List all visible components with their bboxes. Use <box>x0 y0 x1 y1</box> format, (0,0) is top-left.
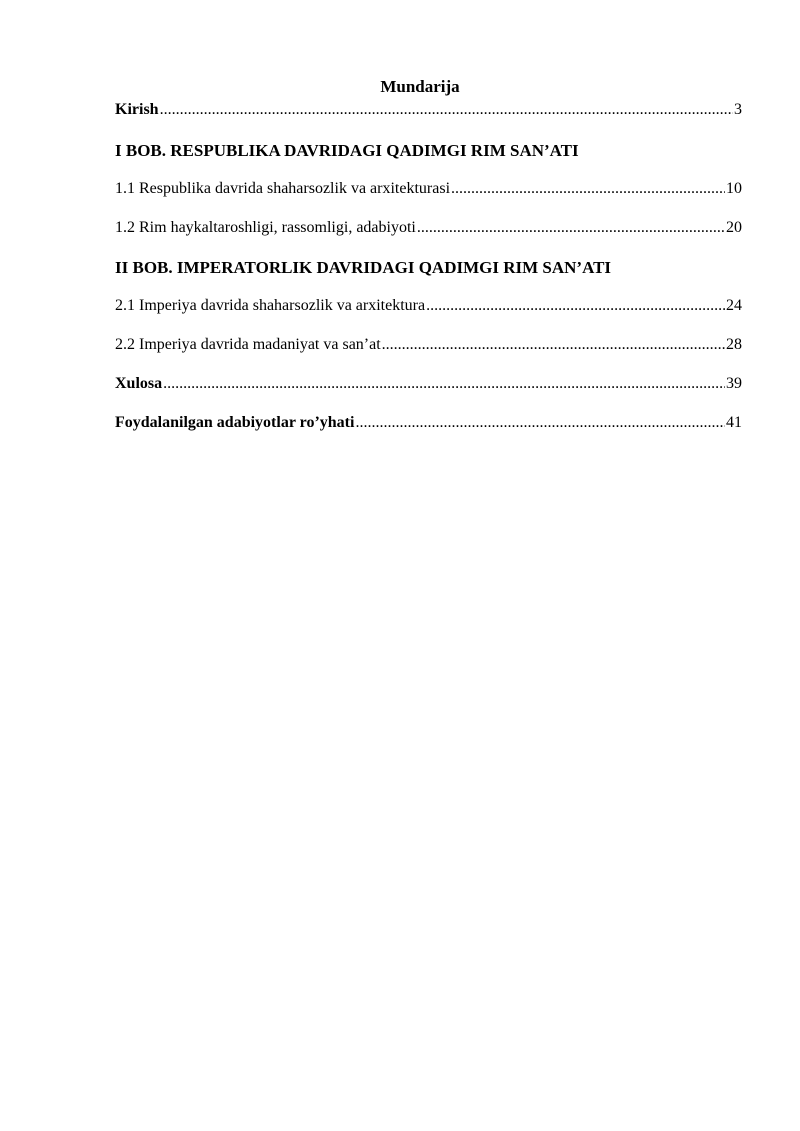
toc-entry-1-2[interactable] <box>115 218 742 238</box>
toc-entry-page: 39 <box>726 375 742 392</box>
dot-leader <box>163 374 725 394</box>
toc-entry-label: 1.2 Rim haykaltaroshligi, rassomligi, adabiyoti <box>115 219 416 236</box>
toc-entry-label: 1.1 Respublika davrida shaharsozlik va arxitekturasi <box>115 180 451 197</box>
toc-chapter-1-heading[interactable]: I BOB. RESPUBLIKA DAVRIDAGI QADIMGI RIM SAN’ATI <box>115 141 579 160</box>
toc-entry-conclusion[interactable] <box>115 374 742 394</box>
dot-leader <box>160 100 733 120</box>
toc-entry-2-1[interactable] <box>115 296 742 316</box>
toc-entry-introduction[interactable] <box>115 100 742 120</box>
toc-entry-bibliography[interactable] <box>115 413 742 433</box>
dot-leader <box>417 218 725 238</box>
toc-title: Mundarija <box>380 77 460 96</box>
dot-leader <box>451 179 725 199</box>
toc-chapter-2-heading[interactable]: II BOB. IMPERATORLIK DAVRIDAGI QADIMGI RIM SAN’ATI <box>115 258 612 277</box>
toc-entry-page: 10 <box>726 180 742 197</box>
toc-entry-label: 2.1 Imperiya davrida shaharsozlik va arxitektura <box>115 297 426 314</box>
toc-entry-label: Kirish <box>115 101 159 118</box>
dot-leader <box>426 296 725 316</box>
toc-entry-label: Xulosa <box>115 375 163 392</box>
toc-entry-1-1[interactable] <box>115 179 742 199</box>
toc-entry-page: 28 <box>726 336 742 353</box>
toc-entry-page: 41 <box>726 414 742 431</box>
toc-entry-page: 3 <box>734 101 742 118</box>
toc-entry-page: 24 <box>726 297 742 314</box>
toc-entry-label: Foydalanilgan adabiyotlar ro’yhati <box>115 414 355 431</box>
dot-leader <box>355 413 725 433</box>
toc-entry-label: 2.2 Imperiya davrida madaniyat va san’at <box>115 336 381 353</box>
dot-leader <box>382 335 725 355</box>
toc-entry-page: 20 <box>726 219 742 236</box>
toc-entry-2-2[interactable] <box>115 335 742 355</box>
